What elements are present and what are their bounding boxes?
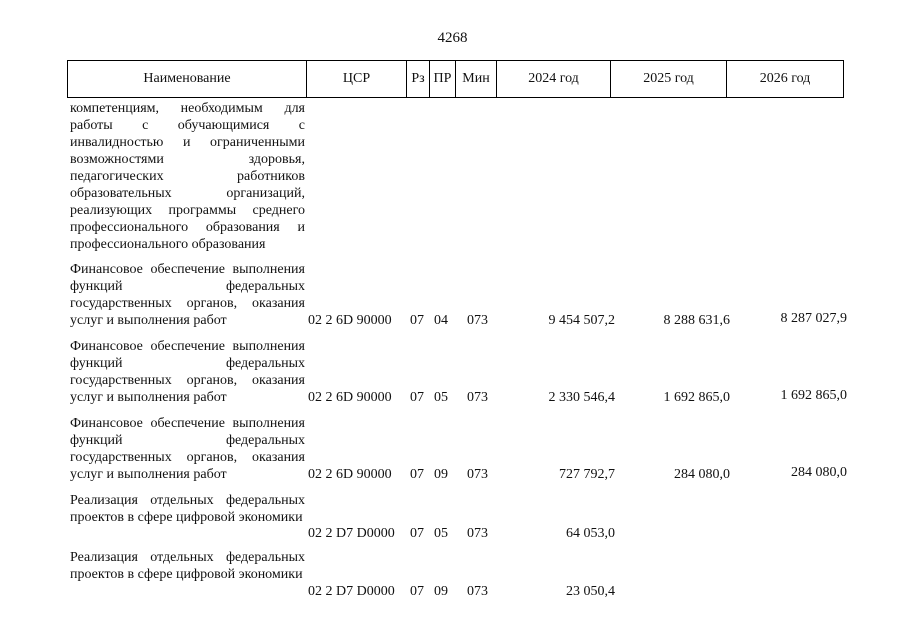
row-name: Реализация отдельных федеральных проектов в сфере цифровой экономики: [70, 493, 305, 525]
row-2024: 23 050,4: [566, 584, 615, 599]
row-pr: 09: [434, 584, 448, 599]
row-rz: 07: [410, 526, 424, 541]
row-2025: 1 692 865,0: [663, 390, 730, 405]
row-csr: 02 2 6D 90000: [308, 313, 392, 328]
table-row: [0, 488, 905, 547]
row-min: 073: [467, 313, 488, 328]
row-2024: 9 454 507,2: [548, 313, 615, 328]
row-pr: 05: [434, 526, 448, 541]
row-2024: 64 053,0: [566, 526, 615, 541]
row-min: 073: [467, 584, 488, 599]
row-csr: 02 2 6D 90000: [308, 467, 392, 482]
row-name: Финансовое обеспечение выполнения функций федеральных государственных органов, оказания услуг и выполнения работ: [70, 339, 305, 405]
row-min: 073: [467, 526, 488, 541]
row-2025: 284 080,0: [674, 467, 730, 482]
row-rz: 07: [410, 467, 424, 482]
row-2026: 1 692 865,0: [780, 388, 847, 403]
row-rz: 07: [410, 390, 424, 405]
header-2025: 2025 год: [610, 61, 726, 97]
header-2026: 2026 год: [726, 61, 843, 97]
row-2024: 2 330 546,4: [548, 390, 615, 405]
row-2024: 727 792,7: [559, 467, 615, 482]
row-pr: 04: [434, 313, 448, 328]
header-2024: 2024 год: [496, 61, 610, 97]
row-name: Реализация отдельных федеральных проектов в сфере цифровой экономики: [70, 550, 305, 582]
table-row: [0, 411, 905, 488]
table-row: [0, 547, 905, 617]
row-csr: 02 2 D7 D0000: [308, 526, 395, 541]
row-2025: 8 288 631,6: [663, 313, 730, 328]
header-csr: ЦСР: [306, 61, 406, 97]
header-min: Мин: [455, 61, 496, 97]
row-2026: 8 287 027,9: [780, 311, 847, 326]
row-pr: 05: [434, 390, 448, 405]
row-name: Финансовое обеспечение выполнения функций федеральных государственных органов, оказания услуг и выполнения работ: [70, 416, 305, 482]
row-pr: 09: [434, 467, 448, 482]
row-name: компетенциям, необходимым для работы с обучающимися с инвалидностью и ограниченными возможностями здоровья, педагогических работников образовательных организаций, реализующих программы среднего профессионального образования и профессионального образования: [70, 101, 305, 252]
header-pr: ПР: [429, 61, 455, 97]
row-rz: 07: [410, 313, 424, 328]
row-csr: 02 2 6D 90000: [308, 390, 392, 405]
row-csr: 02 2 D7 D0000: [308, 584, 395, 599]
page-number: 4268: [437, 30, 468, 46]
row-min: 073: [467, 390, 488, 405]
table-row: [0, 257, 905, 334]
header-name: Наименование: [143, 71, 231, 86]
row-min: 073: [467, 467, 488, 482]
row-rz: 07: [410, 584, 424, 599]
row-2026: 284 080,0: [791, 465, 847, 480]
row-name: Финансовое обеспечение выполнения функций федеральных государственных органов, оказания услуг и выполнения работ: [70, 262, 305, 328]
table-body: [0, 97, 905, 617]
table-row: [0, 334, 905, 411]
table-row: [0, 97, 905, 257]
table-header: [67, 60, 844, 98]
header-rz: Рз: [406, 61, 429, 97]
